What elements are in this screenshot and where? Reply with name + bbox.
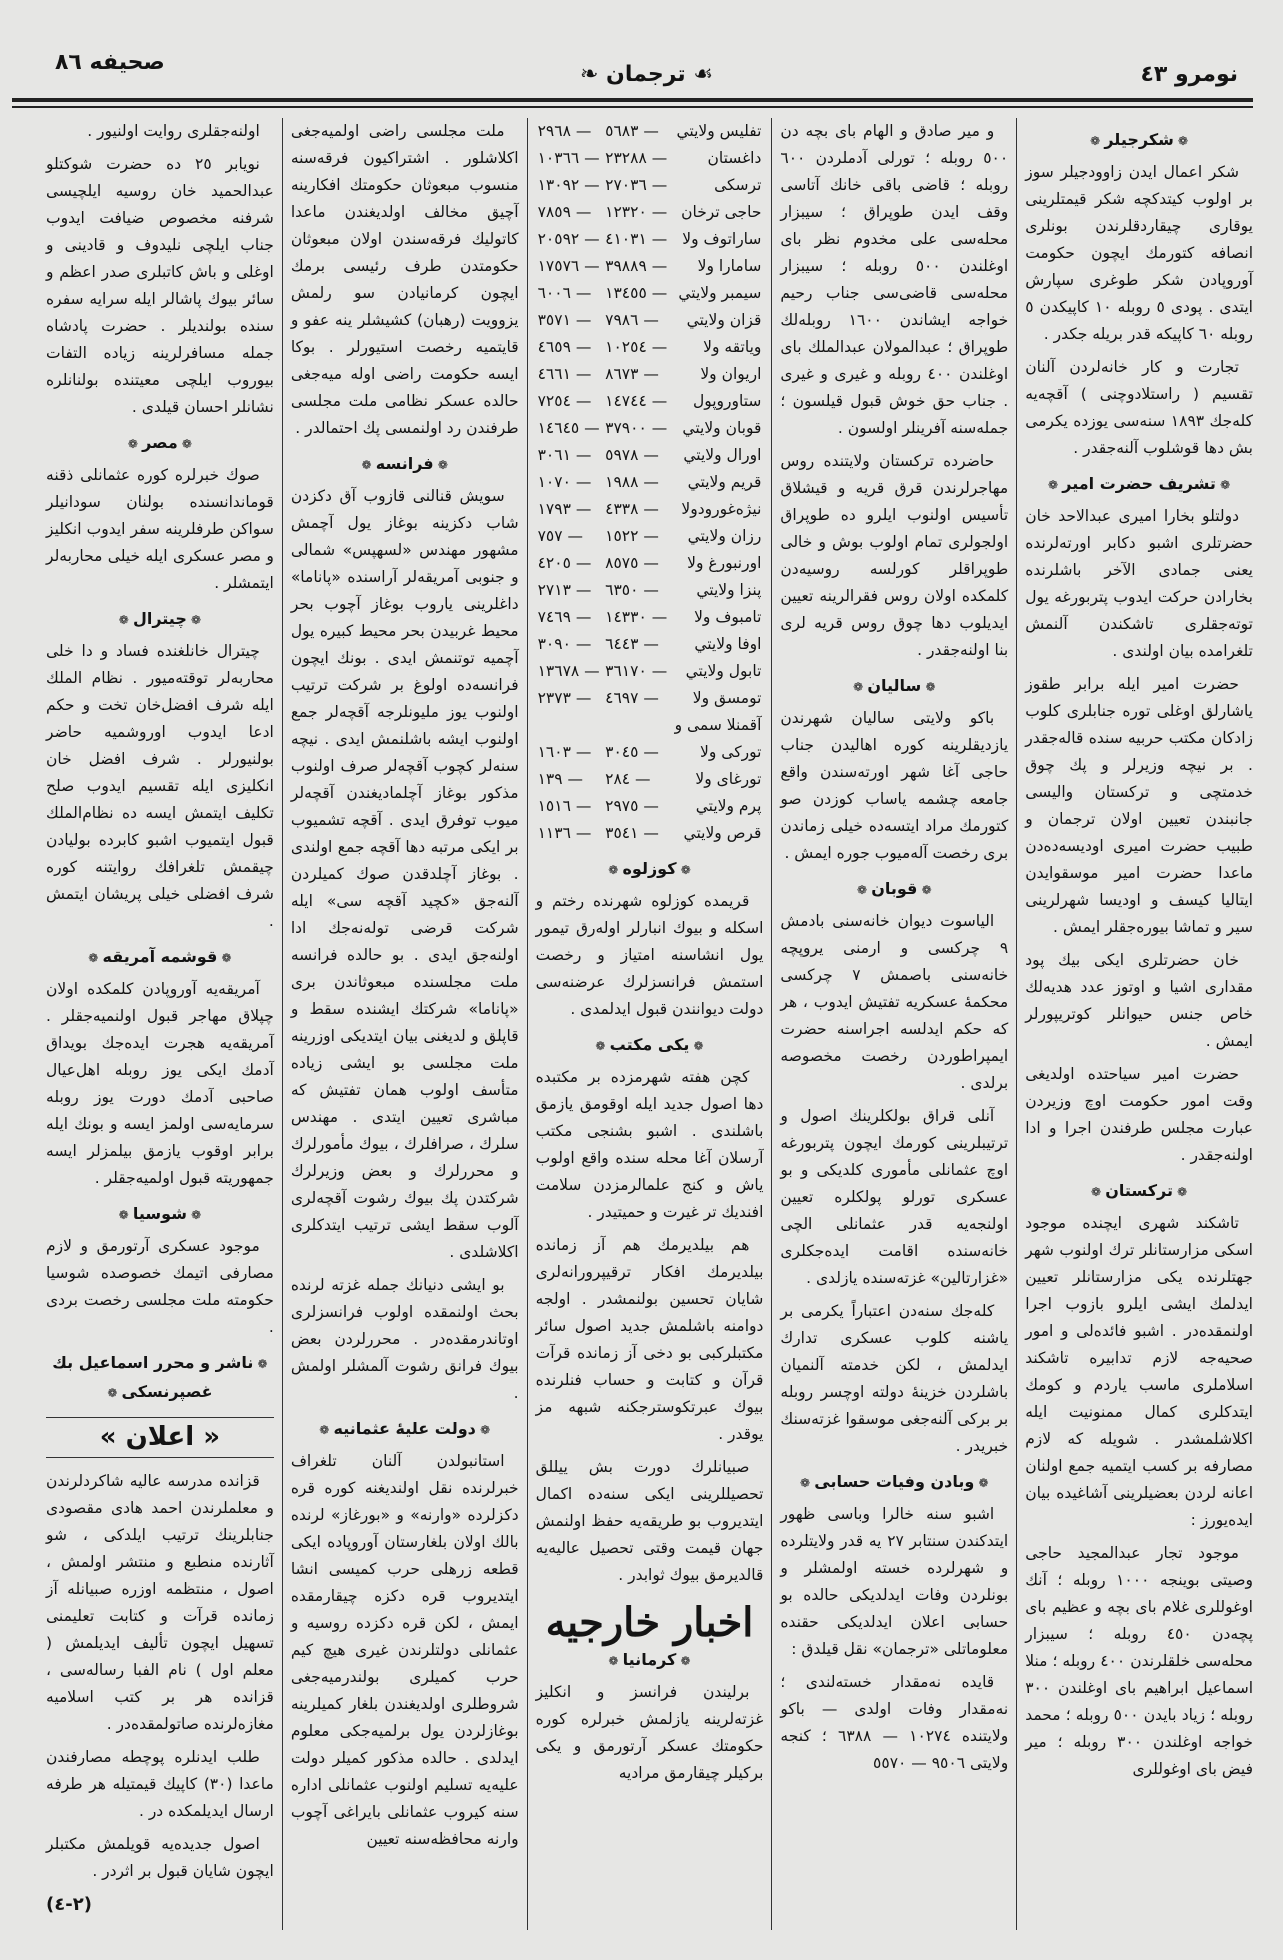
article-paragraph: چيترال خانلغنده فساد و دا خلى محاربه‌لر توقته‌ميور . نظام الملك ايله شرف افضل‌خان تخت و حكم ادعا ايدوب اوروشميه حاضر بولنيورلر . شرف افضل خان انكليزى ايله تقسيم ايدوب صلح تكليف ايتمش ايسه ده نظام‌الملك قبول ايتميوب اشبو كابرده بوليادن چيقمش تلغرافك روايتنه كوره شرف افضلى خيلى پريشان ايتمش . [46, 642, 274, 930]
section-heading: ❁ شكرجيلر ❁ [1025, 126, 1253, 155]
article-paragraph: كچن هفته شهرمزده بر مكتبده دها اصول جديد ايله اوقومق يازمق باشلندى . اشبو بشنجى مكتب آرسلان آغا محله سنده واقع اولوب ياش و كنج علمالرمزدن سلامت افنديك تر غيرت و حميتيدر . [535, 1068, 764, 1221]
region-name: اورنبورغ ولا [687, 554, 762, 572]
table-row [536, 496, 764, 523]
section-heading: ❁ تشريف حضرت امير ❁ [1025, 470, 1253, 499]
cases-count: — ٢٧٠٣٦ [605, 176, 668, 194]
deaths-count: — ٣٥٧١ [537, 311, 592, 329]
section-heading: ❁ دولت عليهٔ عثمانيه ❁ [291, 1415, 519, 1444]
article-paragraph: اشبو سنه خالرا وباسى ظهور ايتدكندن سنتابر ٢٧ يه قدر ولايتلرده و شهرلرده خسته اولمشلر و بونلردن وفات ايدلديكى حالده بو حسابى اعلان ايدلديكى حقنده معلوماتلى «ترجمان» نقل قيلدق : [780, 1505, 1009, 1658]
deaths-count: — ١٦٠٣ [537, 743, 592, 761]
region-name: تابول ولايتي [685, 662, 762, 680]
region-name: نيژه‌غورودولا [681, 500, 762, 518]
article-paragraph: قزانده مدرسه عاليه شاكردلرندن و معلملرندن احمد هادى مقصودى جنابلرينك ترتيب ايلدكى ، شو آثارنده منطبع و منتشر اولمش ، اصول ، منتظمه اوزره صبيانله آز زمانده قرآت و كتابت تعليمنى تسهيل ايچون تأليف ايديلمش ( معلم اول ) نام الفبا رساله‌سى ، قزانده هر بر كتب اسلاميه مغازه‌لرنده صاتولمقده‌در . [46, 1472, 274, 1733]
article-paragraph: آمريقه‌يه آوروپادن كلمكده اولان چپلاق مهاجر قبول اولنميه‌جقلر . آمريقه‌يه هجرت ايده‌جك بويداق آدمك ايكى يوز روبله اهل‌عيال صاحبى آدمك دورت يوز روبله سرمايه‌سى اولمز ايسه و بونك ايله برابر اوقوب يازمق بيلمزلر ايسه جمهوريته قبول اولميه‌جقلر . [46, 980, 274, 1187]
cases-count: — ٢٨٤ [605, 770, 651, 788]
table-row [536, 388, 764, 415]
cases-count: — ٣٩٨٨٩ [605, 257, 668, 275]
region-name: ترسكى [714, 176, 762, 194]
article-paragraph: استانبولدن آلنان تلغراف خبرلرنده نقل اولنديغنه كوره قره دكزلرده «وارنه» و «بورغاز» لرنده بالك اولان بلغارستان آوروپاده ايكى قطعه زرهلى حرب كميسى انشا ايتديروب قره دكزه چيقارمقده ايمش ، لكن قره دكزده روسيه و عثمانلى دولتلرندن غيرى هيچ كيم حرب كميلرى بولندرميه‌جغى شروطلرى اولديغندن بلغار كميلرينه بوغازلردن يول برلميه‌جكى معلوم ايدلدى . حالده مذكور كميلر دولت عليه‌يه تسليم اولنوب عثمانلى اداره سنه كيروب عثمانلى بايراغى آچوب وارنه محافظه‌سنه تعيين [290, 1452, 519, 1848]
article-paragraph: و مير صادق و الهام باى بچه دن ٥٠٠ روبله ؛ تورلى آدملردن ٦٠٠ روبله ؛ قاضى باقى خانك آتاسى وقف ايدن طوپراق ؛ سيبزار محله‌سى على مخدوم نظر باى اوغلندن ٥٠٠ روبله ؛ سيبزار محله‌سى قاضى‌سى جناب رحيم خواجه ايشاندن ١٦٠٠ روبله‌لك طوپراق ؛ عبدالمولان عبدالملك باى اوغلندن ٤٠٠ روبله و غيرى و غيرى . جناب حق خوش قبول قيلسون ؛ جمله‌سنه آفرينلر اولسون . [780, 122, 1009, 437]
foreign-news-heading: اخبار خارجيه [545, 1599, 754, 1646]
cases-count: — ٤٦٩٧ [605, 689, 659, 707]
cases-count: — ٣٥٤١ [605, 824, 659, 842]
section-heading: ❁ تركستان ❁ [1025, 1177, 1253, 1206]
page-number: صحيفه ٨٦ [55, 50, 165, 75]
section-heading: ❁ قوبان ❁ [780, 875, 1008, 904]
column-2 [771, 118, 1016, 1930]
article-paragraph: طلب ايدنلره پوچطه مصارفندن ماعدا (٣٠) كاپيك قيمتيله هر طرفه ارسال ايديلمكده در . [46, 1748, 274, 1820]
article-paragraph: صبيانلرك دورت بش ييللق تحصيللرينى ايكى سنه‌ده اكمال ايتديروب بو طريقه‌يه حفظ اولنمش جهان قيمت وقتى تحصيل عاليه‌يه قالديرمق بيوك ثوابدر . [535, 1458, 764, 1584]
table-row [536, 685, 764, 712]
article-paragraph: قايده نه‌مقدار خسته‌لندى ؛ نه‌مقدار وفات اولدى — باكو ولايتنده ١٠٢٧٤ — ٦٣٨٨ ؛ كنجه ولايتى ٩٥٠٦ — ٥٥٧٠ [780, 1673, 1009, 1772]
deaths-count: — ١٧٩٣ [537, 500, 592, 518]
table-row [536, 118, 764, 145]
cases-count: — ٣٧٩٠٠ [605, 419, 668, 437]
article-paragraph: اصول جديده‌يه قويلمش مكتبلر ايچون شايان قبول بر اثردر . [46, 1835, 274, 1880]
cases-count: — ١٩٨٨ [605, 473, 659, 491]
statistics-table [536, 118, 764, 847]
newspaper-title: ❧ ترجمان ☙ [579, 62, 714, 87]
table-row [536, 415, 764, 442]
region-name: قرص ولايتي [683, 824, 762, 842]
table-row [536, 793, 764, 820]
deaths-count: — ٣٠٦١ [537, 446, 592, 464]
deaths-count: — ١١٣٦ [537, 824, 592, 842]
region-name: قوبان ولايتي [682, 419, 762, 437]
deaths-count: — ٧٥٧ [537, 527, 584, 545]
deaths-count: — ١٣٩ [537, 770, 584, 788]
table-row [536, 820, 764, 847]
table-row [536, 577, 764, 604]
advertisement-heading: « اعلان » [46, 1417, 274, 1458]
deaths-count: — ٢٠٥٩٢ [537, 230, 600, 248]
deaths-count: — ٧٢٥٤ [537, 392, 592, 410]
article-paragraph: شكر اعمال ايدن زاوودجيلر سوز بر اولوب كيتدكچه شكر قيمتلرينى يوقارى چيقاردقلرندن بونلرى انصافه كتورمك ايچون حكومت آوروپادن شكر طوغرى سپارش ايتدى . پودى ٥ روبله ١٠ كاپيكدن ٥ روبله ٦٠ كاپيكه قدر بريله جكدر . [1025, 163, 1253, 343]
section-heading: ❁ ساليان ❁ [780, 672, 1008, 701]
deaths-count: — ٢٩٦٨ [537, 122, 592, 140]
cases-count: — ١٤٧٤٤ [605, 392, 668, 410]
region-name: اوفا ولايتي [694, 635, 762, 653]
section-heading: ❁ شوسيا ❁ [46, 1200, 274, 1229]
article-paragraph: هم بيلديرمك هم آز زمانده بيلديرمك افكار ترقيپرورانه‌لرى شايان تحسين بولنمشدر . اولجه دوامنه باشلمش جديد اصول سائر مكتبلركبى بو دخى آز زمانده قرآت قرآن و كتابت و حساب فنلرنده بيوك عبرتكوسترجكنه شبهه مز يوقدر . [535, 1236, 764, 1443]
article-paragraph: موجود تجار عبدالمجيد حاجى وصيتى بوينجه ١٠٠٠ روبله ؛ آنك اوغوللرى غلام باى بچه و عظيم باى پچه‌دن ٤٥٠ روبله ؛ سيبزار محله‌سى خلقلرندن ٤٠٠ روبله ؛ منلا اسماعيل ابراهيم باى اوغلندن ٣٠٠ روبله ؛ زياد بايدن ٥٠٠ روبله ؛ محمد خواجه اوغلندن ٣٠٠ روبله ؛ مير فيض باى اوغوللرى [1025, 1544, 1254, 1778]
cases-count: — ٣٦١٧٠ [605, 662, 668, 680]
section-heading: ❁ مصر ❁ [46, 429, 274, 458]
page-header [40, 50, 1253, 100]
region-name: قزان ولايتي [686, 311, 762, 329]
article-paragraph: حاضرده تركستان ولايتنده روس مهاجرلرندن قرق قريه و قيشلاق تأسيس اولنوب ايلرو ده طوپراق اولجولرى تمام اولوب بوش و خالى طوپراقلر كورلسه روسيه‌دن كلمكده اولان روس فقرالرينه تعيين ايديلوب دها چوق روس قريه لرى بنا اولنه‌جقدر . [780, 452, 1009, 659]
region-name: ساراتوف ولا [682, 230, 762, 248]
deaths-count: — ٤٦٥٩ [537, 338, 592, 356]
article-paragraph: تاشكند شهرى ايچنده موجود اسكى مزارستانلر ترك اولنوب شهر جهتلرنده يكى مزارستانلر تعيين ايدلمك ايشى ايلرو بازوب اجرا اولنمقده‌در . اشبو فائده‌لى و امور صحيه‌جه لازم تدابيره تاشكند اسلاملرى ماسب ياردم و كومك ايتدكلرى كمال ممنونيت ايله اكلاشلمشدر . شويله كه لازم مصارفه بر كسب ايتميه جمع اولنان اعانه لردن بعضيلرينى آشاغيده بيان ايده‌يورز : [1025, 1214, 1253, 1529]
table-row [536, 604, 764, 631]
table-row [536, 307, 764, 334]
article-paragraph: دولتلو بخارا اميرى عبدالاحد خان حضرتلرى اشبو دكابر اورته‌لرنده يعنى جمادى الآخر باشلرنده بخارادن حركت ايدوب پتربورغه يول توته‌جقلرى تاشكندن آلنمش تلغرامده بيان اولندى . [1025, 507, 1253, 660]
deaths-count: — ٤٢٠٥ [537, 554, 592, 572]
article-paragraph: آنلى قراق بولكلرينك اصول و ترتيبلرينى كورمك ايچون پتربورغه اوچ عثمانلى مأمورى كلديكى و بو عسكرى تورلو پولكلره تعيين اولنجه‌يه قدر عثمانلى الچى خانه‌سنده اقامت ايده‌جكلرى «غزارتالين» غزته‌سنده يازلدى . [780, 1107, 1009, 1287]
table-row [536, 550, 764, 577]
table-row [536, 631, 764, 658]
table-row [536, 253, 764, 280]
table-row [536, 199, 764, 226]
region-name: تفليس ولايتي [676, 122, 762, 140]
table-row [536, 739, 764, 766]
table-row [536, 334, 764, 361]
deaths-count: — ٧٨٥٩ [537, 203, 592, 221]
article-paragraph: صوك خبرلره كوره عثمانلى ذقنه قوماندانسنده بولنان سودانيلر سواكن طرفلرينه سفر ايدوب انكليز و مصر عسكرى ايله خيلى محاربه‌لر ايتمشلر . [46, 466, 274, 592]
section-heading: ❁ چيترال ❁ [46, 605, 274, 634]
cases-count [603, 712, 671, 739]
cases-count: — ١٠٢٥٤ [605, 338, 668, 356]
section-heading: ❁ وبادن وفيات حسابى ❁ [780, 1468, 1008, 1497]
article-paragraph: باكو ولايتى ساليان شهرندن يازديقلرينه كوره اهاليدن جناب حاجى آغا شهر اورته‌سندن واقع جامعه چشمه ياساب كوزدن صو كتورمك مراد ايتسه‌ده خيلى زماندن برى رخصت آله‌ميوب جوره ايمش . [780, 709, 1009, 862]
column-5 [38, 118, 282, 1930]
deaths-count: — ٤٦٦١ [537, 365, 592, 383]
ad-serial-number: (٢-٤) [46, 1894, 92, 1915]
title-text: ترجمان [606, 62, 686, 87]
article-paragraph: موجود عسكرى آرتورمق و لازم مصارفى اتيمك خصوصده شوسيا حكومته ملت مجلسى رخصت بردى . [46, 1237, 274, 1336]
article-paragraph: حضرت امير ايله برابر طقوز ياشارلق اوغلى توره جنابلرى كلوب زادكان مكتب حربيه سنده قاله‌جقدر . بر نيچه وزيرلر و پك چوق خدمتچى و تركستان واليسى جانبندن تعيين اولان ترجمان و طبيب حضرت اميرى اوديسه‌ده‌دن ماعدا حضرت امير موسقوايدن ايتاليا كيسف و اوديسا شهرلرينى سير و تماشا بيوره‌جقلر ايمش . [1025, 675, 1253, 936]
article-paragraph: سويش قنالنى قازوب آق دكزدن شاب دكزينه بوغاز يول آچمش مشهور مهندس «لسهپس» شمالى و جنوبى آمريقه‌لر آراسنده «پاناما» داغلرينى ياروب بوغاز آچوب بحر محيط غربيدن بحر محيط كبيره يول آچميه توتنمش ايدى . بونك ايچون فرانسه‌ده اولوغ بر شركت ترتيب اولنوب يوز مليونلرجه آقچه‌لر جمع اولنوب ايشه باشلنمش ايدى . نيچه سنه‌لر كچوب آقچه‌لر صرف اولنوب مذكور بوغاز آچلماديغندن آقچه‌لر ميوب توفرق ايدى . آقچه تشميوب بر ايكى مرتبه دها آقچه جمع اولندى . بوغاز آچلدقدن صوك كميلردن آلنه‌جق «كچيد آقچه سى» ايله شركت قرضى توله‌نه‌جك ادا اولنه‌جق ايدى . بو حالده فرانسه ملت مجلسنده مبعوثاندن برى «پاناما» شركتك ايشنده سقط و قاپلق و لديغنى بيان ايتديكى اوزرينه ملت مجلسى بو ايشى زياده متأسف اولوب همان تفتيش كه مباشرى تعيين ايتدى . مهندس سلرك ، صرافلرك ، بيوك مأمورلرك و محررلرك و بعض وزيرلرك شركتدن پك بيوك رشوت آقچه‌لرى آلوب سقط ايشى ترتيب ايتدكلرى اكلاشلدى . [290, 487, 519, 1261]
region-name: رزان ولايتي [687, 527, 762, 545]
deaths-count: — ١٣٠٩٢ [537, 176, 600, 194]
table-row [536, 766, 764, 793]
cases-count: — ٥٩٧٨ [605, 446, 659, 464]
deaths-count: — ٧٤٦٩ [537, 608, 592, 626]
deaths-count: — ١٣٦٧٨ [537, 662, 600, 680]
section-heading: ❁ كرمانيا ❁ [536, 1646, 764, 1675]
table-row [536, 226, 764, 253]
publisher-line: ❁ ناشر و محرر اسماعيل بك غصپرنسكى ❁ [46, 1349, 274, 1407]
region-name: وياتقه ولا [703, 338, 762, 356]
cases-count: — ٤١٠٣١ [605, 230, 668, 248]
table-row [536, 361, 764, 388]
article-paragraph: بو ايشى دنيانك جمله غزته لرنده بحث اولنمقده اولوب فرانسزلرى اوتاندرمقده‌در . محررلردن بعض بيوك فرانق رشوت آلمشلر اولمش . [290, 1276, 519, 1402]
region-name: ستاوروپول [692, 392, 762, 410]
region-name: اريوان ولا [700, 365, 762, 383]
article-paragraph: حضرت امير سياحتده اولديغى وقت امور حكومت اوچ وزيردن عبارت مجلس طرفندن اجرا و ادا اولنه‌جقدر . [1025, 1065, 1253, 1164]
article-paragraph: خان حضرتلرى ايكى بيك پود مقدارى اشيا و اوتوز عدد هديه‌لك خاص جنس حيوانلر كوتريپورلر ايمش . [1025, 951, 1253, 1050]
table-row [536, 712, 764, 739]
deaths-count: — ١٥١٦ [537, 797, 592, 815]
cases-count: — ١٤٣٣٠ [605, 608, 668, 626]
deaths-count: — ١٠٣٦٦ [537, 149, 600, 167]
section-heading: ❁ يكى مكتب ❁ [536, 1031, 764, 1060]
newspaper-columns [38, 118, 1261, 1930]
cases-count: — ٦٣٥٠ [605, 581, 659, 599]
deaths-count: — ١٧٥٧٦ [537, 257, 600, 275]
table-row [536, 442, 764, 469]
cases-count: — ٧٩٨٦ [605, 311, 659, 329]
deaths-count: — ١٠٧٠ [537, 473, 592, 491]
article-paragraph: قريمده كوزلوه شهرنده رختم و اسكله و بيوك انبارلر اوله‌رق تيمور يول انشاسنه امتياز و رخصت استمش فرانسزلرك عرضنه‌سى دولت ديوانندن قبول ايدلمدى . [535, 892, 764, 1018]
column-3 [527, 118, 772, 1930]
cases-count: — ٥٦٨٣ [605, 122, 659, 140]
article-paragraph: برليندن فرانسز و انكليز غزته‌لرينه يازلمش خبرلره كوره حكومتك عسكر آرتورمق و يكى بركيلر چيقارمق مراديه [535, 1683, 764, 1782]
deaths-count: — ٦٠٠٦ [537, 284, 592, 302]
region-name: سامارا ولا [697, 257, 762, 275]
region-name: آقمنلا سمى و [674, 716, 762, 734]
region-name: توركى ولا [700, 743, 762, 761]
table-row [536, 658, 764, 685]
cases-count: — ١٣٤٥٥ [605, 284, 668, 302]
deaths-count: — ٣٠٩٠ [537, 635, 592, 653]
column-4 [282, 118, 527, 1930]
article-paragraph: نويابر ٢٥ ده حضرت شوكتلو عبدالحميد خان روسيه ايلچيسى شرفنه مخصوص ضيافت ايدوب جناب ايلچى نليدوف و قادينى و اوغلى و باش كاتبلرى صدر اعظم و سائر بيوك پاشالر ايله سرايه سفره سنده بولنديلر . حضرت پادشاه جمله مسافرلرينه زياده التفات بيوروب ايلچى معيتنده بولنانلره نشانلر احسان قيلدى . [46, 155, 274, 416]
section-heading: ❁ قوشمه آمريقه ❁ [46, 943, 274, 972]
region-name: تومسق ولا [692, 689, 762, 707]
deaths-count: — ١٤٦٤٥ [537, 419, 600, 437]
cases-count: — ٢٩٧٥ [605, 797, 659, 815]
article-paragraph: تجارت و كار خانه‌لردن آلنان تقسيم ( راستلادوچنى ) آقچه‌يه كله‌جك ١٨٩٣ سنه‌سى يوزده يكرمى بش دها قوشلوب آلنه‌جقدر . [1025, 358, 1253, 457]
column-1 [1016, 118, 1261, 1930]
region-name: حاجى ترخان [681, 203, 762, 221]
cases-count: — ١٥٢٢ [605, 527, 659, 545]
cases-count: — ٨٦٧٣ [605, 365, 659, 383]
cases-count: — ٦٤٤٣ [605, 635, 659, 653]
header-rule-thin [12, 106, 1253, 108]
cases-count: — ١٢٣٢٠ [605, 203, 668, 221]
cases-count: — ٤٣٣٨ [605, 500, 659, 518]
cases-count: — ٨٥٧٥ [605, 554, 659, 572]
section-heading: ❁ كوزلوه ❁ [536, 855, 764, 884]
table-row [536, 523, 764, 550]
issue-number: نومرو ٤٣ [1140, 62, 1238, 87]
article-paragraph: كله‌جك سنه‌دن اعتباراً يكرمى بر ياشنه كلوب عسكرى تدارك ايدلمش ، لكن خدمته آلنميان باشلردن خزينهٔ دولته اوچسر روبله بر بركى آلنه‌جغى موسقوا غزته‌سنك خبريدر . [780, 1302, 1009, 1455]
region-name: تورغاى ولا [695, 770, 762, 788]
region-name: سيمبر ولايتي [678, 284, 762, 302]
region-name: داغستان [707, 149, 762, 167]
region-name: قريم ولايتي [687, 473, 762, 491]
article-paragraph: الياسوت ديوان خانه‌سنى بادمش ٩ چركسى و ارمنى يروپچه خانه‌سنى باصمش ٧ چركسى محكمهٔ عسكريه تفتيش ايدوب ، هر كه حكم ايدلسه اجراسنه حضرت ايمپراطوردن رخصت مخصوصه برلدى . [780, 912, 1009, 1092]
region-name: اورال ولايتي [683, 446, 762, 464]
cases-count: — ٣٠٤٥ [605, 743, 659, 761]
article-paragraph: اولنه‌جقلرى روايت اولنيور . [87, 122, 260, 140]
region-name: پنزا ولايتي [696, 581, 762, 599]
table-row [536, 145, 764, 172]
table-row [536, 280, 764, 307]
cases-count: — ٢٣٢٨٨ [605, 149, 668, 167]
section-heading: ❁ فرانسه ❁ [291, 450, 519, 479]
table-row [536, 172, 764, 199]
region-name: تامبوف ولا [694, 608, 762, 626]
deaths-count: — ٢٧١٣ [537, 581, 592, 599]
article-paragraph: ملت مجلسى راضى اولميه‌جغى اكلاشلور . اشتراكيون فرقه‌سنه منسوب مبعوثان حكومتك افكارينه آچيق مخالف اولديغندن ماعدا كاتوليك فرقه‌سندن اولان مبعوثان حكومتدن طرف رئيسى برمك ايچون كرمانيادن سو رلمش يزوويت (رهبان) كشيشلر ينه عفو و قايتميه رخصت استيورلر . بوكا ايسه حكومت راضى اوله ميه‌جغى حالده عسكر نظامى ملت مجلسى طرفندن رد اولنمسى پك احتمالدر . [290, 122, 519, 437]
region-name: پرم ولايتي [695, 797, 762, 815]
header-rule [12, 98, 1253, 102]
table-row [536, 469, 764, 496]
deaths-count: — ٢٣٧٣ [537, 689, 592, 707]
deaths-count [536, 712, 604, 739]
